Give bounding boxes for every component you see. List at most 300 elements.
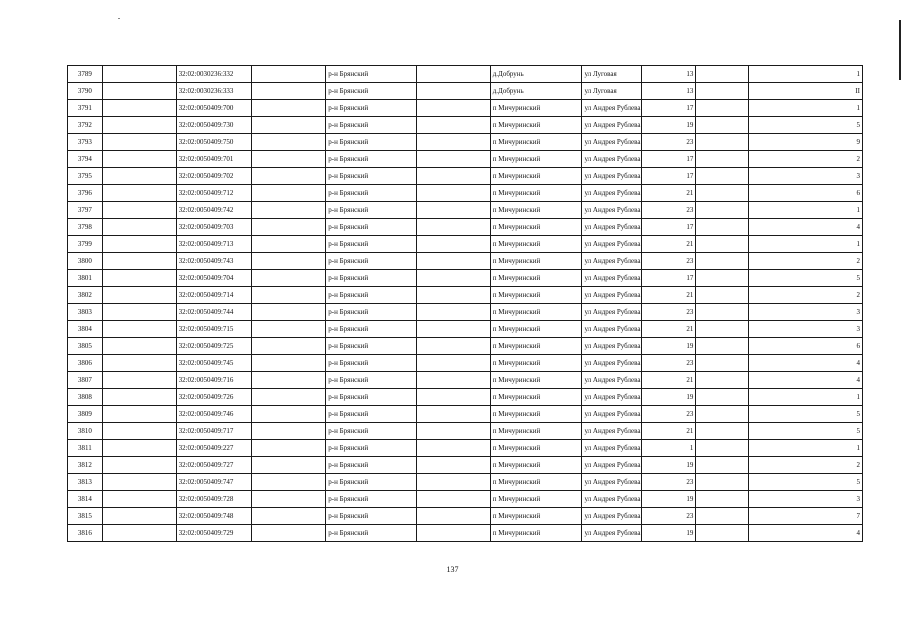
settlement-cell: п Мичуринский — [490, 406, 582, 423]
apartment-number-cell: 3 — [749, 168, 863, 185]
house-number-cell: 17 — [641, 219, 696, 236]
house-number-cell: 23 — [641, 474, 696, 491]
apartment-number-cell: 4 — [749, 219, 863, 236]
cadastral-number-cell: 32:02:0050409:747 — [176, 474, 252, 491]
table-row — [68, 423, 863, 440]
settlement-cell: п Мичуринский — [490, 117, 582, 134]
apartment-number-cell: II — [749, 83, 863, 100]
empty-cell — [102, 440, 176, 457]
apartment-number-cell: 5 — [749, 406, 863, 423]
empty-cell — [416, 100, 490, 117]
street-cell: ул Андрея Рублева — [582, 440, 641, 457]
street-cell: ул Андрея Рублева — [582, 304, 641, 321]
street-cell: ул Андрея Рублева — [582, 219, 641, 236]
district-cell: р-н Брянский — [326, 151, 417, 168]
empty-cell — [416, 372, 490, 389]
house-number-cell: 21 — [641, 287, 696, 304]
house-number-cell: 19 — [641, 457, 696, 474]
record-number-cell: 3815 — [68, 508, 103, 525]
apartment-number-cell: 6 — [749, 338, 863, 355]
empty-cell — [252, 355, 326, 372]
record-number-cell: 3796 — [68, 185, 103, 202]
house-number-cell: 21 — [641, 321, 696, 338]
empty-cell — [252, 270, 326, 287]
empty-cell — [252, 389, 326, 406]
street-cell: ул Андрея Рублева — [582, 338, 641, 355]
empty-cell — [102, 406, 176, 423]
house-number-cell: 19 — [641, 117, 696, 134]
empty-cell — [102, 338, 176, 355]
settlement-cell: п Мичуринский — [490, 168, 582, 185]
house-number-cell: 19 — [641, 525, 696, 542]
street-cell: ул Андрея Рублева — [582, 406, 641, 423]
street-cell: ул Андрея Рублева — [582, 372, 641, 389]
record-number-cell: 3811 — [68, 440, 103, 457]
street-cell: ул Андрея Рублева — [582, 168, 641, 185]
empty-cell — [102, 287, 176, 304]
settlement-cell: п Мичуринский — [490, 236, 582, 253]
settlement-cell: п Мичуринский — [490, 151, 582, 168]
empty-cell — [252, 525, 326, 542]
record-number-cell: 3812 — [68, 457, 103, 474]
district-cell: р-н Брянский — [326, 457, 417, 474]
empty-cell — [696, 525, 749, 542]
settlement-cell: п Мичуринский — [490, 185, 582, 202]
empty-cell — [252, 236, 326, 253]
table-row — [68, 491, 863, 508]
empty-cell — [252, 338, 326, 355]
empty-cell — [102, 219, 176, 236]
street-cell: ул Луговая — [582, 83, 641, 100]
empty-cell — [416, 219, 490, 236]
empty-cell — [416, 389, 490, 406]
settlement-cell: д.Добрунь — [490, 83, 582, 100]
empty-cell — [696, 423, 749, 440]
apartment-number-cell: 5 — [749, 117, 863, 134]
district-cell: р-н Брянский — [326, 134, 417, 151]
settlement-cell: п Мичуринский — [490, 219, 582, 236]
record-number-cell: 3810 — [68, 423, 103, 440]
settlement-cell: п Мичуринский — [490, 100, 582, 117]
house-number-cell: 23 — [641, 202, 696, 219]
district-cell: р-н Брянский — [326, 100, 417, 117]
empty-cell — [696, 117, 749, 134]
empty-cell — [416, 117, 490, 134]
house-number-cell: 1 — [641, 440, 696, 457]
house-number-cell: 17 — [641, 151, 696, 168]
street-cell: ул Андрея Рублева — [582, 185, 641, 202]
cadastral-number-cell: 32:02:0050409:727 — [176, 457, 252, 474]
table-row — [68, 134, 863, 151]
settlement-cell: п Мичуринский — [490, 253, 582, 270]
table-row — [68, 389, 863, 406]
cadastral-number-cell: 32:02:0050409:744 — [176, 304, 252, 321]
empty-cell — [102, 202, 176, 219]
cadastral-number-cell: 32:02:0050409:704 — [176, 270, 252, 287]
table-row — [68, 151, 863, 168]
table-row — [68, 508, 863, 525]
empty-cell — [416, 457, 490, 474]
empty-cell — [416, 287, 490, 304]
empty-cell — [696, 253, 749, 270]
empty-cell — [416, 491, 490, 508]
house-number-cell: 23 — [641, 508, 696, 525]
settlement-cell: п Мичуринский — [490, 134, 582, 151]
empty-cell — [102, 355, 176, 372]
empty-cell — [252, 117, 326, 134]
table-row — [68, 457, 863, 474]
cadastral-number-cell: 32:02:0050409:701 — [176, 151, 252, 168]
street-cell: ул Андрея Рублева — [582, 321, 641, 338]
apartment-number-cell: 5 — [749, 474, 863, 491]
record-number-cell: 3789 — [68, 66, 103, 83]
empty-cell — [416, 321, 490, 338]
cadastral-number-cell: 32:02:0050409:714 — [176, 287, 252, 304]
cadastral-number-cell: 32:02:0050409:742 — [176, 202, 252, 219]
house-number-cell: 13 — [641, 83, 696, 100]
street-cell: ул Андрея Рублева — [582, 151, 641, 168]
empty-cell — [102, 83, 176, 100]
empty-cell — [696, 168, 749, 185]
settlement-cell: п Мичуринский — [490, 355, 582, 372]
empty-cell — [416, 440, 490, 457]
district-cell: р-н Брянский — [326, 202, 417, 219]
district-cell: р-н Брянский — [326, 321, 417, 338]
house-number-cell: 21 — [641, 236, 696, 253]
district-cell: р-н Брянский — [326, 66, 417, 83]
empty-cell — [252, 304, 326, 321]
empty-cell — [416, 168, 490, 185]
scan-margin-line — [899, 20, 901, 80]
cadastral-number-cell: 32:02:0050409:716 — [176, 372, 252, 389]
apartment-number-cell: 1 — [749, 66, 863, 83]
street-cell: ул Андрея Рублева — [582, 236, 641, 253]
record-number-cell: 3814 — [68, 491, 103, 508]
empty-cell — [252, 151, 326, 168]
apartment-number-cell: 3 — [749, 321, 863, 338]
empty-cell — [252, 508, 326, 525]
empty-cell — [696, 389, 749, 406]
empty-cell — [252, 83, 326, 100]
apartment-number-cell: 4 — [749, 372, 863, 389]
empty-cell — [252, 202, 326, 219]
settlement-cell: п Мичуринский — [490, 525, 582, 542]
house-number-cell: 23 — [641, 406, 696, 423]
cadastral-number-cell: 32:02:0050409:712 — [176, 185, 252, 202]
cadastral-number-cell: 32:02:0050409:730 — [176, 117, 252, 134]
table-row — [68, 66, 863, 83]
table-row — [68, 287, 863, 304]
empty-cell — [696, 338, 749, 355]
empty-cell — [696, 304, 749, 321]
apartment-number-cell: 6 — [749, 185, 863, 202]
table-row — [68, 117, 863, 134]
empty-cell — [696, 474, 749, 491]
apartment-number-cell: 3 — [749, 304, 863, 321]
district-cell: р-н Брянский — [326, 440, 417, 457]
settlement-cell: п Мичуринский — [490, 321, 582, 338]
house-number-cell: 21 — [641, 423, 696, 440]
empty-cell — [416, 134, 490, 151]
apartment-number-cell: 1 — [749, 440, 863, 457]
empty-cell — [696, 100, 749, 117]
empty-cell — [252, 423, 326, 440]
empty-cell — [252, 185, 326, 202]
street-cell: ул Андрея Рублева — [582, 134, 641, 151]
record-number-cell: 3799 — [68, 236, 103, 253]
apartment-number-cell: 4 — [749, 525, 863, 542]
record-number-cell: 3806 — [68, 355, 103, 372]
table-row — [68, 474, 863, 491]
empty-cell — [696, 321, 749, 338]
district-cell: р-н Брянский — [326, 236, 417, 253]
empty-cell — [696, 134, 749, 151]
empty-cell — [102, 491, 176, 508]
cadastral-number-cell: 32:02:0050409:717 — [176, 423, 252, 440]
street-cell: ул Андрея Рублева — [582, 202, 641, 219]
empty-cell — [696, 236, 749, 253]
empty-cell — [416, 202, 490, 219]
empty-cell — [252, 253, 326, 270]
record-number-cell: 3797 — [68, 202, 103, 219]
house-number-cell: 19 — [641, 338, 696, 355]
record-number-cell: 3791 — [68, 100, 103, 117]
house-number-cell: 19 — [641, 389, 696, 406]
record-number-cell: 3807 — [68, 372, 103, 389]
cadastral-number-cell: 32:02:0050409:725 — [176, 338, 252, 355]
record-number-cell: 3816 — [68, 525, 103, 542]
record-number-cell: 3813 — [68, 474, 103, 491]
district-cell: р-н Брянский — [326, 304, 417, 321]
apartment-number-cell: 4 — [749, 355, 863, 372]
empty-cell — [102, 100, 176, 117]
apartment-number-cell: 1 — [749, 202, 863, 219]
record-number-cell: 3795 — [68, 168, 103, 185]
house-number-cell: 21 — [641, 372, 696, 389]
cadastral-number-cell: 32:02:0050409:743 — [176, 253, 252, 270]
empty-cell — [416, 508, 490, 525]
house-number-cell: 23 — [641, 134, 696, 151]
street-cell: ул Андрея Рублева — [582, 423, 641, 440]
empty-cell — [696, 406, 749, 423]
district-cell: р-н Брянский — [326, 491, 417, 508]
table-row — [68, 100, 863, 117]
district-cell: р-н Брянский — [326, 287, 417, 304]
street-cell: ул Андрея Рублева — [582, 525, 641, 542]
page-number: 137 — [446, 565, 459, 574]
cadastral-number-cell: 32:02:0050409:700 — [176, 100, 252, 117]
empty-cell — [696, 491, 749, 508]
table-body — [68, 66, 863, 542]
empty-cell — [696, 151, 749, 168]
settlement-cell: п Мичуринский — [490, 457, 582, 474]
settlement-cell: п Мичуринский — [490, 304, 582, 321]
street-cell: ул Андрея Рублева — [582, 253, 641, 270]
table-row — [68, 202, 863, 219]
record-number-cell: 3802 — [68, 287, 103, 304]
settlement-cell: п Мичуринский — [490, 491, 582, 508]
settlement-cell: п Мичуринский — [490, 270, 582, 287]
settlement-cell: п Мичуринский — [490, 287, 582, 304]
street-cell: ул Андрея Рублева — [582, 491, 641, 508]
empty-cell — [696, 372, 749, 389]
empty-cell — [416, 423, 490, 440]
settlement-cell: п Мичуринский — [490, 474, 582, 491]
empty-cell — [696, 219, 749, 236]
empty-cell — [252, 219, 326, 236]
empty-cell — [416, 185, 490, 202]
settlement-cell: п Мичуринский — [490, 508, 582, 525]
cadastral-number-cell: 32:02:0050409:703 — [176, 219, 252, 236]
empty-cell — [102, 117, 176, 134]
empty-cell — [102, 474, 176, 491]
house-number-cell: 17 — [641, 100, 696, 117]
cadastral-number-cell: 32:02:0050409:728 — [176, 491, 252, 508]
district-cell: р-н Брянский — [326, 185, 417, 202]
settlement-cell: д.Добрунь — [490, 66, 582, 83]
district-cell: р-н Брянский — [326, 168, 417, 185]
record-number-cell: 3803 — [68, 304, 103, 321]
record-number-cell: 3792 — [68, 117, 103, 134]
record-number-cell: 3793 — [68, 134, 103, 151]
district-cell: р-н Брянский — [326, 474, 417, 491]
cadastral-number-cell: 32:02:0050409:227 — [176, 440, 252, 457]
empty-cell — [252, 406, 326, 423]
empty-cell — [416, 525, 490, 542]
cadastral-number-cell: 32:02:0050409:729 — [176, 525, 252, 542]
street-cell: ул Луговая — [582, 66, 641, 83]
empty-cell — [696, 66, 749, 83]
empty-cell — [102, 457, 176, 474]
table-row — [68, 440, 863, 457]
empty-cell — [252, 168, 326, 185]
settlement-cell: п Мичуринский — [490, 372, 582, 389]
apartment-number-cell: 5 — [749, 270, 863, 287]
table-row — [68, 525, 863, 542]
empty-cell — [102, 168, 176, 185]
record-number-cell: 3809 — [68, 406, 103, 423]
empty-cell — [416, 236, 490, 253]
table-row — [68, 321, 863, 338]
cadastral-number-cell: 32:02:0030236:333 — [176, 83, 252, 100]
empty-cell — [102, 151, 176, 168]
table-row — [68, 338, 863, 355]
street-cell: ул Андрея Рублева — [582, 508, 641, 525]
district-cell: р-н Брянский — [326, 372, 417, 389]
empty-cell — [102, 389, 176, 406]
district-cell: р-н Брянский — [326, 508, 417, 525]
street-cell: ул Андрея Рублева — [582, 457, 641, 474]
cadastral-number-cell: 32:02:0030236:332 — [176, 66, 252, 83]
house-number-cell: 21 — [641, 185, 696, 202]
apartment-number-cell: 1 — [749, 100, 863, 117]
table-row — [68, 406, 863, 423]
empty-cell — [252, 66, 326, 83]
district-cell: р-н Брянский — [326, 389, 417, 406]
table-row — [68, 270, 863, 287]
empty-cell — [252, 287, 326, 304]
street-cell: ул Андрея Рублева — [582, 287, 641, 304]
empty-cell — [252, 100, 326, 117]
empty-cell — [416, 406, 490, 423]
street-cell: ул Андрея Рублева — [582, 270, 641, 287]
district-cell: р-н Брянский — [326, 423, 417, 440]
empty-cell — [696, 185, 749, 202]
empty-cell — [416, 253, 490, 270]
table-row — [68, 355, 863, 372]
apartment-number-cell: 1 — [749, 236, 863, 253]
table-row — [68, 185, 863, 202]
apartment-number-cell: 9 — [749, 134, 863, 151]
apartment-number-cell: 3 — [749, 491, 863, 508]
empty-cell — [102, 253, 176, 270]
district-cell: р-н Брянский — [326, 253, 417, 270]
record-number-cell: 3801 — [68, 270, 103, 287]
settlement-cell: п Мичуринский — [490, 389, 582, 406]
district-cell: р-н Брянский — [326, 338, 417, 355]
empty-cell — [102, 525, 176, 542]
house-number-cell: 17 — [641, 168, 696, 185]
record-number-cell: 3808 — [68, 389, 103, 406]
street-cell: ул Андрея Рублева — [582, 117, 641, 134]
empty-cell — [416, 355, 490, 372]
empty-cell — [102, 236, 176, 253]
cadastral-number-cell: 32:02:0050409:746 — [176, 406, 252, 423]
empty-cell — [416, 270, 490, 287]
cadastral-number-cell: 32:02:0050409:702 — [176, 168, 252, 185]
settlement-cell: п Мичуринский — [490, 338, 582, 355]
empty-cell — [252, 491, 326, 508]
apartment-number-cell: 2 — [749, 457, 863, 474]
cadastral-number-cell: 32:02:0050409:748 — [176, 508, 252, 525]
settlement-cell: п Мичуринский — [490, 423, 582, 440]
district-cell: р-н Брянский — [326, 406, 417, 423]
street-cell: ул Андрея Рублева — [582, 474, 641, 491]
apartment-number-cell: 2 — [749, 287, 863, 304]
empty-cell — [102, 134, 176, 151]
empty-cell — [102, 66, 176, 83]
house-number-cell: 19 — [641, 491, 696, 508]
empty-cell — [102, 508, 176, 525]
empty-cell — [102, 372, 176, 389]
empty-cell — [416, 66, 490, 83]
empty-cell — [252, 372, 326, 389]
empty-cell — [696, 355, 749, 372]
district-cell: р-н Брянский — [326, 117, 417, 134]
empty-cell — [102, 321, 176, 338]
house-number-cell: 23 — [641, 355, 696, 372]
cadastral-number-cell: 32:02:0050409:726 — [176, 389, 252, 406]
settlement-cell: п Мичуринский — [490, 202, 582, 219]
apartment-number-cell: 1 — [749, 389, 863, 406]
house-number-cell: 13 — [641, 66, 696, 83]
table-row — [68, 253, 863, 270]
empty-cell — [252, 474, 326, 491]
record-number-cell: 3805 — [68, 338, 103, 355]
house-number-cell: 17 — [641, 270, 696, 287]
house-number-cell: 23 — [641, 304, 696, 321]
empty-cell — [696, 202, 749, 219]
property-registry-table — [67, 65, 863, 542]
empty-cell — [102, 185, 176, 202]
house-number-cell: 23 — [641, 253, 696, 270]
empty-cell — [696, 508, 749, 525]
district-cell: р-н Брянский — [326, 270, 417, 287]
table-row — [68, 304, 863, 321]
cadastral-number-cell: 32:02:0050409:745 — [176, 355, 252, 372]
street-cell: ул Андрея Рублева — [582, 389, 641, 406]
table-row — [68, 372, 863, 389]
